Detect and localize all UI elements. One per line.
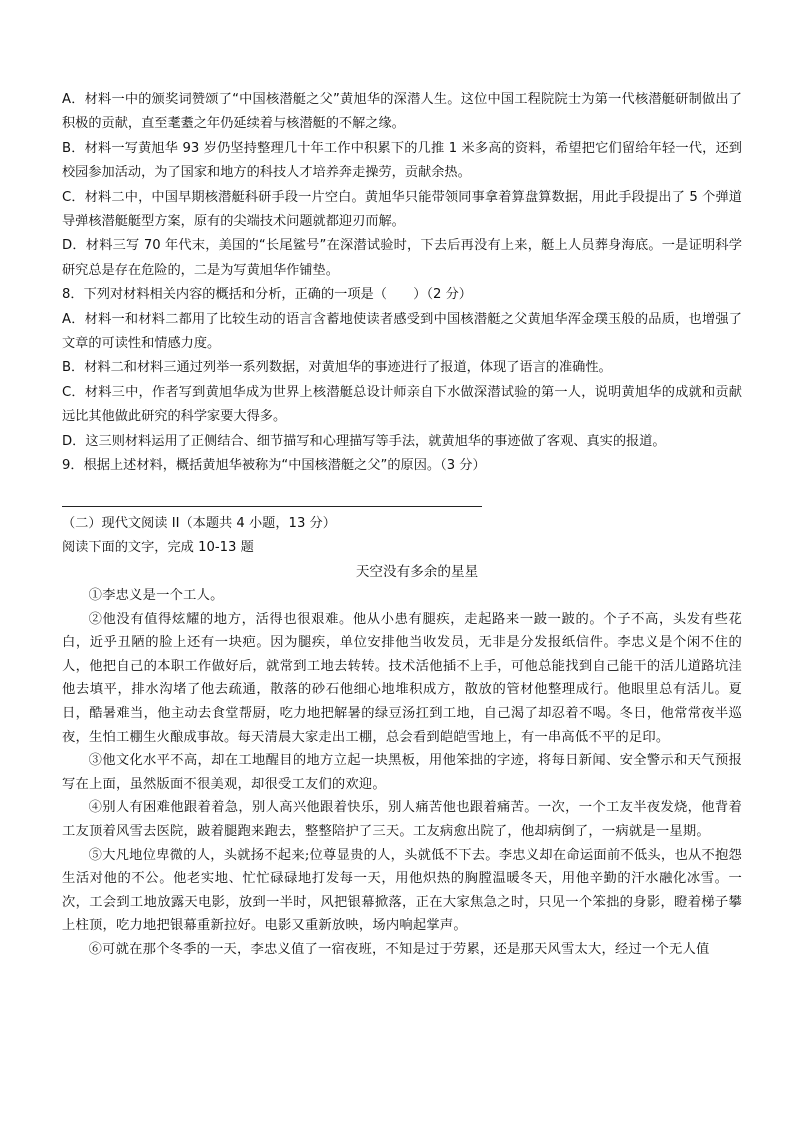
q7-option-b: B．材料一写黄旭华 93 岁仍坚持整理几十年工作中积累下的几推 1 米多高的资料，希望把它们留给年轻一代，还到校园参加活动，为了国家和地方的科技人才培养奔走操劳，贡献余热。 [62,140,742,181]
answer-line [62,506,482,507]
question-7-options [62,88,742,479]
question-9-stem: 9．根据上述材料，概括黄旭华被称为“中国核潜艇之父”的原因。（3 分） [62,458,486,474]
article-paragraph-3: ③他文化水平不高，却在工地醒目的地方立起一块黑板，用他笨拙的字迹，将每日新闻、安全警示和天气预报写在上面，虽然版面不很美观，却很受工友们的欢迎。 [62,753,742,792]
reading-section [62,512,742,962]
q7-option-c: C．材料二中，中国早期核潜艇科研手段一片空白。黄旭华只能带领同事拿着算盘算数据，用此手段提出了 5 个弹道导弹核潜艇艇型方案，原有的尖端技术问题就都迎刃而解。 [62,189,742,230]
q8-option-d: D．这三则材料运用了正侧结合、细节描写和心理描写等手法，就黄旭华的事迹做了客观、真实的报道。 [62,433,666,449]
q7-option-a: A．材料一中的颁奖词赞颂了“中国核潜艇之父”黄旭华的深潜人生。这位中国工程院院士为第一代核潜艇研制做出了积极的贡献，直至耄耋之年仍延续着与核潜艇的不解之缘。 [62,92,742,132]
q7-option-d: D．材料三写 70 年代末，美国的“长尾鲨号”在深潜试验时，下去后再没有上来，艇上人员葬身海底。一是证明科学研究总是存在危险的，二是为写黄旭华作铺垫。 [62,238,742,278]
q8-option-c: C．材料三中，作者写到黄旭华成为世界上核潜艇总设计师亲自下水做深潜试验的第一人，说明黄旭华的成就和贡献远比其他做此研究的科学家要大得多。 [62,384,742,425]
question-8-stem: 8．下列对材料相关内容的概括和分析，正确的一项是（ ）（2 分） [62,287,472,303]
article-title: 天空没有多余的星星 [355,564,479,580]
q8-option-a: A．材料一和材料二都用了比较生动的语言含蓄地使读者感受到中国核潜艇之父黄旭华浑金璞玉般的品质，也增强了文章的可读性和情感力度。 [62,311,742,352]
section-heading: （二）现代文阅读 II（本题共 4 小题，13 分） [62,516,336,531]
article-paragraph-1: ①李忠义是一个工人。 [88,588,224,603]
section-instruction: 阅读下面的文字，完成 10-13 题 [62,540,254,555]
q8-option-b: B．材料二和材料三通过列举一系列数据，对黄旭华的事迹进行了报道，体现了语言的准确性。 [62,360,612,376]
article-paragraph-2: ②他没有值得炫耀的地方，活得也很艰难。他从小患有腿疾，走起路来一跛一跛的。个子不高，头发有些花白，近乎丑陋的脸上还有一块疤。因为腿疾，单位安排他当收发员，无非是分发报纸信件。李忠义是个闲不住的人，他把自己的本职工作做好后，就常到工地去转转。技术活他插不上手，可他总能找到自己能干的活儿道路坑洼他去填平，排水沟堵了他去疏通，散落的砂石他细心地堆积成方，散放的管材他整理成行。他眼里总有活儿。夏日，酷暑难当，他主动去食堂帮厨，吃力地把解暑的绿豆汤扛到工地，自己渴了却忍着不喝。冬日，他常常夜半巡夜，生怕工棚生火酿成事故。每天清晨大家走出工棚，总会看到皑皑雪地上，有一串高低不平的足印。 [62,611,742,745]
article-paragraph-6: ⑥可就在那个冬季的一天，李忠义值了一宿夜班，不知是过于劳累，还是那天风雪太大，经过一个无人值 [88,941,710,957]
article-paragraph-5: ⑤大凡地位卑微的人，头就扬不起来;位尊显贵的人，头就低不下去。李忠义却在命运面前不低头，也从不抱怨生活对他的不公。他老实地、忙忙碌碌地打发每一天，用他炽热的胸膛温暖冬天，用他辛勤的汗水融化冰雪。一次，工会到工地放露天电影，放到一半时，风把银幕掀落，正在大家焦急之时，只见一个笨拙的身影，瞪着梯子攀上柱顶，吃力地把银幕重新拉好。电影又重新放映，场内响起掌声。 [62,847,742,934]
article-paragraph-4: ④别人有困难他跟着着急，别人高兴他跟着快乐，别人痛苦他也跟着痛苦。一次，一个工友半夜发烧，他背着工友顶着风雪去医院，跛着腿跑来跑去，整整陪护了三天。工友病愈出院了，他却病倒了，一病就是一星期。 [62,800,742,839]
